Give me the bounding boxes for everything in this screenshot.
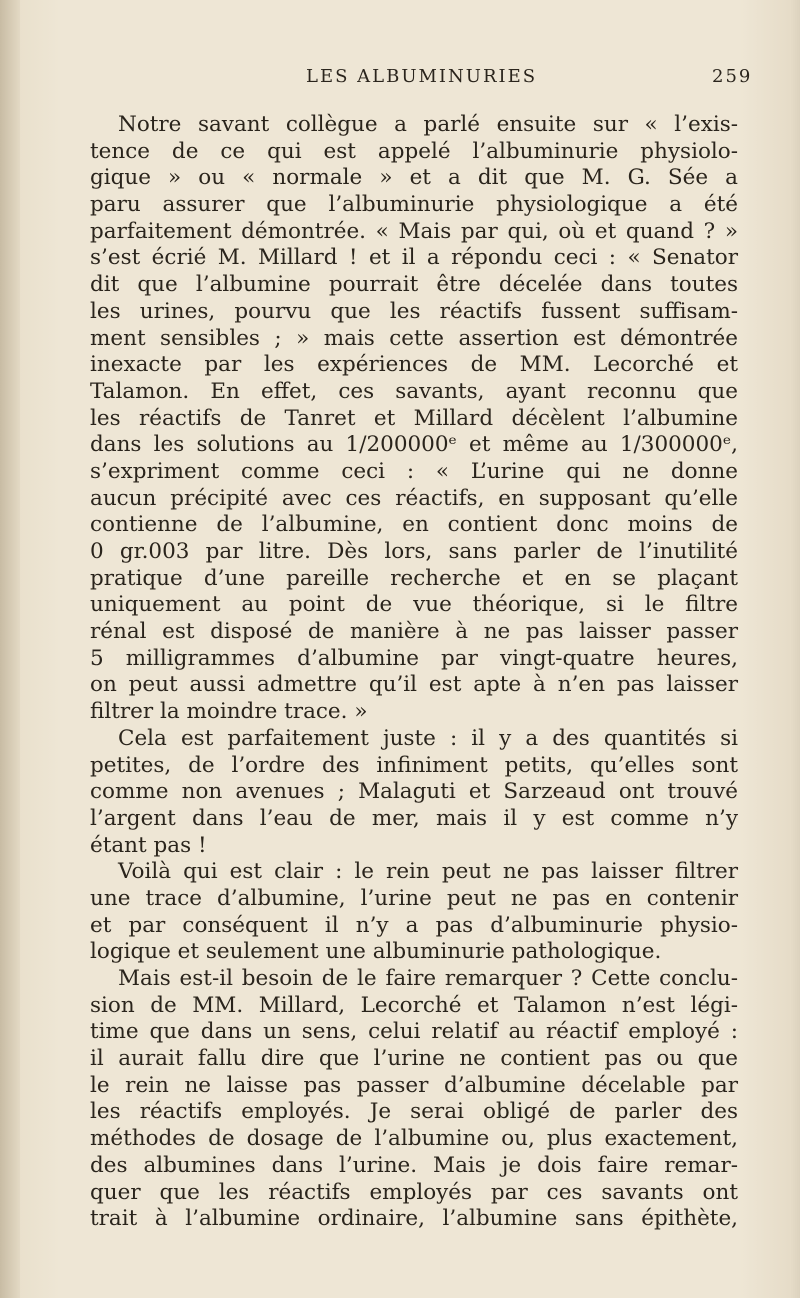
text-line: les réactifs employés. Je serai obligé de parler des — [90, 1099, 738, 1125]
text-line: s’est écrié M. Millard ! et il a répondu ceci : « Senator — [90, 245, 738, 271]
text-line: Voilà qui est clair : le rein peut ne pas laisser filtrer — [118, 859, 738, 885]
text-line: aucun précipité avec ces réactifs, en supposant qu’elle — [90, 485, 738, 511]
text-line: inexacte par les expériences de MM. Lecorché et — [90, 352, 738, 378]
text-line: uniquement au point de vue théorique, si le filtre — [90, 592, 738, 618]
text-line: et par conséquent il n’y a pas d’albuminurie physio- — [90, 912, 738, 938]
text-line: dans les solutions au 1/200000ᵉ et même au 1/300000ᵉ, — [90, 432, 738, 458]
text-line: méthodes de dosage de l’albumine ou, plus exactement, — [90, 1126, 738, 1152]
text-line: logique et seulement une albuminurie pathologique. — [90, 939, 662, 965]
text-line: les urines, pourvu que les réactifs fussent suffisam- — [90, 298, 738, 324]
text-line: paru assurer que l’albuminurie physiologique a été — [90, 192, 738, 218]
text-line: comme non avenues ; Malaguti et Sarzeaud ont trouvé — [90, 779, 738, 805]
running-header — [0, 66, 800, 94]
running-title: LES ALBUMINURIES — [306, 66, 538, 87]
text-line: parfaitement démontrée. « Mais par qui, où et quand ? » — [90, 218, 738, 244]
text-line: filtrer la moindre trace. » — [90, 699, 368, 725]
text-line: s’expriment comme ceci : « L’urine qui ne donne — [90, 458, 738, 484]
text-line: on peut aussi admettre qu’il est apte à n’en pas laisser — [90, 672, 738, 698]
text-line: contienne de l’albumine, en contient donc moins de — [90, 512, 738, 538]
text-line: 0 gr.003 par litre. Dès lors, sans parler de l’inutilité — [90, 539, 738, 564]
text-line: quer que les réactifs employés par ces savants ont — [90, 1179, 738, 1205]
text-line: Talamon. En effet, ces savants, ayant reconnu que — [90, 378, 738, 404]
text-line: l’argent dans l’eau de mer, mais il y est comme n’y — [90, 805, 738, 831]
text-line: dit que l’albumine pourrait être décelée dans toutes — [90, 272, 738, 298]
page-number: 259 — [712, 66, 753, 87]
text-line: ment sensibles ; » mais cette assertion est démontrée — [90, 325, 738, 351]
text-line: 5 milligrammes d’albumine par vingt-quatre heures, — [90, 645, 738, 671]
text-line: trait à l’albumine ordinaire, l’albumine sans épithète, — [90, 1206, 738, 1232]
text-line: une trace d’albumine, l’urine peut ne pas en contenir — [90, 885, 738, 911]
text-line: gique » ou « normale » et a dit que M. G. Sée a — [90, 165, 738, 191]
page-gutter-shadow — [0, 0, 20, 1298]
text-line: petites, de l’ordre des infiniment petits, qu’elles sont — [90, 752, 738, 778]
text-line: sion de MM. Millard, Lecorché et Talamon n’est légi- — [90, 992, 738, 1018]
text-line: étant pas ! — [90, 832, 207, 858]
text-line: tence de ce qui est appelé l’albuminurie physiolo- — [90, 138, 738, 164]
text-line: Notre savant collègue a parlé ensuite sur « l’exis- — [118, 112, 738, 137]
text-line: Cela est parfaitement juste : il y a des quantités si — [118, 725, 738, 751]
body-text — [90, 112, 738, 1233]
text-line: le rein ne laisse pas passer d’albumine décelable par — [90, 1072, 738, 1098]
text-line: pratique d’une pareille recherche et en se plaçant — [90, 565, 738, 591]
text-line: des albumines dans l’urine. Mais je dois faire remar- — [90, 1152, 738, 1178]
text-line: les réactifs de Tanret et Millard décèlent l’albumine — [90, 405, 738, 431]
text-line: il aurait fallu dire que l’urine ne contient pas ou que — [90, 1046, 738, 1072]
text-line: time que dans un sens, celui relatif au réactif employé : — [90, 1019, 738, 1045]
text-line: Mais est-il besoin de le faire remarquer ? Cette conclu- — [118, 966, 738, 991]
text-line: rénal est disposé de manière à ne pas laisser passer — [90, 619, 738, 645]
